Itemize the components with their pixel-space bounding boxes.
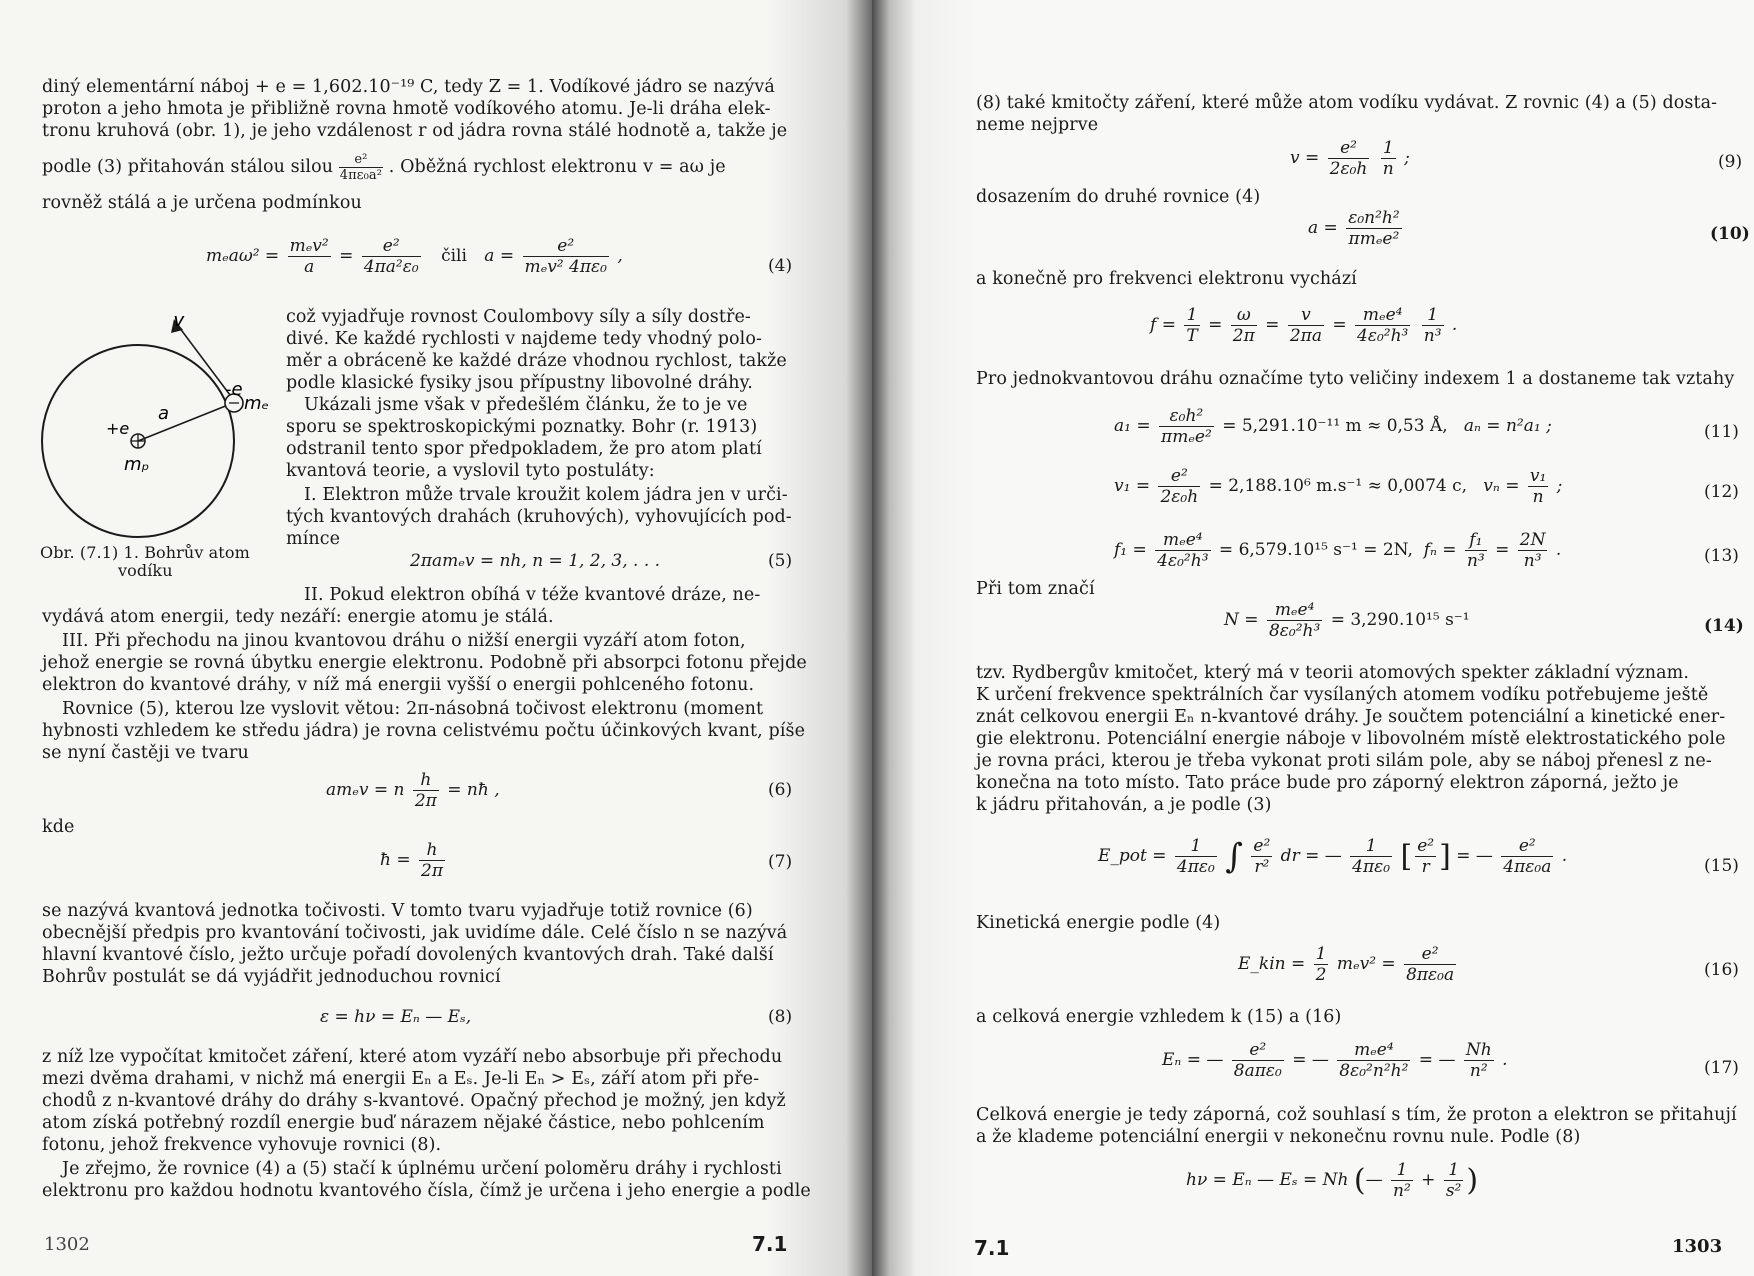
equation-13: f₁ = $\frac{\text{mₑe⁴}}{\text{4ε₀²h³}}$ = 6,579.10¹⁵ s⁻¹ = 2N, fₙ = $\frac{\text{f₁}}{\text{n³}}$ = $\frac{2N}{\text{n³}}$ . bbox=[1114, 530, 1562, 571]
electron-mass-label: mₑ bbox=[244, 393, 270, 414]
text-fragment: vₙ = bbox=[1483, 476, 1520, 496]
equation-5: 2πamₑv = nh, n = 1, 2, 3, . . . bbox=[410, 551, 661, 571]
text-line: fotonu, jehož frekvence vyhovuje rovnici (8). bbox=[42, 1135, 442, 1155]
text-fragment: fₙ = bbox=[1423, 540, 1457, 560]
text-fragment: hν = Eₙ — Eₛ = Nh bbox=[1186, 1170, 1349, 1190]
text-line: chodů z n-kvantové dráhy do dráhy s-kvantové. Opačný přechod je možný, jen když bbox=[42, 1091, 786, 1111]
text-line: kde bbox=[42, 817, 75, 837]
text-line: hybnosti vzhledem ke středu jádra) je rovna celistvému počtu účinkových kvant, píše bbox=[42, 721, 806, 741]
text-fragment: = 5,291.10⁻¹¹ m ≈ 0,53 Å, bbox=[1222, 416, 1448, 436]
text-fragment: = 2,188.10⁶ m.s⁻¹ ≈ 0,0074 c, bbox=[1208, 476, 1468, 496]
page-number: 1303 bbox=[1672, 1236, 1723, 1257]
text-line: Pro jednokvantovou dráhu označíme tyto veličiny indexem 1 a dostaneme tak vztahy bbox=[976, 369, 1735, 389]
text-line: atom získá potřebný rozdíl energie buď nárazem nějaké částice, nebo pohlcením bbox=[42, 1113, 765, 1133]
text-fragment: podle (3) přitahován stálou silou bbox=[42, 157, 334, 177]
text-line: hlavní kvantové číslo, ježto určuje pořadí dovolených kvantových drah. Také další bbox=[42, 945, 774, 965]
equation-11: a₁ = $\frac{\text{ε₀h²}}{\text{πmₑe²}}$ = 5,291.10⁻¹¹ m ≈ 0,53 Å, aₙ = n²a₁ ; bbox=[1114, 406, 1552, 447]
text-fragment: E_kin = bbox=[1238, 954, 1306, 974]
velocity-arrow bbox=[176, 323, 230, 395]
text-line: (8) také kmitočty záření, které může atom vodíku vydávat. Z rovnic (4) a (5) dosta- bbox=[976, 93, 1718, 113]
text-line: Celková energie je tedy záporná, což souhlasí s tím, že proton a elektron se přitahují bbox=[976, 1105, 1737, 1125]
text-line: tých kvantových drahách (kruhových), vyhovujících pod- bbox=[286, 507, 792, 527]
text-fragment: v = bbox=[1290, 148, 1320, 168]
equation-7: ħ = $\frac{h}{2\pi}$ bbox=[380, 840, 444, 881]
text-fragment: = 6,579.10¹⁵ s⁻¹ = 2N, bbox=[1218, 540, 1413, 560]
text-line: proton a jeho hmota je přibližně rovna hmotě vodíkového atomu. Je-li dráha elek- bbox=[42, 99, 771, 119]
equation-12: v₁ = $\frac{\text{e²}}{\text{2ε₀h}}$ = 2,188.10⁶ m.s⁻¹ ≈ 0,0074 c, vₙ = $\frac{\text{v₁}}{n}$ ; bbox=[1114, 466, 1563, 507]
equation-4: mₑaω² = $\frac{\text{mₑv²}}{a}$ = $\frac{\text{e²}}{\text{4πa²ε₀}}$ čili a = $\frac{\text{e²}}{\text{mₑv² 4πε₀}}$ , bbox=[206, 236, 623, 277]
equation-number: (10) bbox=[1710, 224, 1750, 244]
equation-number: (7) bbox=[768, 852, 793, 872]
figure-caption: vodíku bbox=[118, 561, 173, 580]
text-line: Bohrův postulát se dá vyjádřit jednoduchou rovnicí bbox=[42, 967, 501, 987]
nucleus-charge-label: +e bbox=[106, 419, 130, 438]
right-page bbox=[872, 0, 1754, 1276]
text-line: odstranil tento spor předpokladem, že pro atom platí bbox=[286, 439, 762, 459]
text-fragment: amₑv = n bbox=[326, 780, 405, 800]
equation-number: (9) bbox=[1718, 152, 1743, 172]
equation-frequency: f = $\frac{1}{T}$ = $\frac{\omega}{2\pi}$ = $\frac{v}{2\pi a}$ = $\frac{\text{mₑe⁴}}{\text{4ε₀²h³}}$ $\frac{1}{\text{n³}}$ . bbox=[1150, 305, 1458, 346]
text-line: dosazením do druhé rovnice (4) bbox=[976, 187, 1261, 207]
text-line: sporu se spektroskopickými poznatky. Bohr (r. 1913) bbox=[286, 417, 758, 437]
text-line: III. Při přechodu na jinou kvantovou dráhu o nižší energii vyzáří atom foton, bbox=[62, 631, 746, 651]
text-line bbox=[42, 152, 726, 183]
text-line: konečna na toto místo. Tato práce bude pro záporný elektron záporná, ježto je bbox=[976, 773, 1679, 793]
text-line: Ukázali jsme však v předešlém článku, že to je ve bbox=[304, 395, 748, 415]
text-fragment: . Oběžná rychlost elektronu v = aω je bbox=[388, 157, 726, 177]
text-line: Kinetická energie podle (4) bbox=[976, 913, 1221, 933]
left-page bbox=[0, 0, 872, 1276]
text-line: podle klasické fysiky jsou přípustny libovolné dráhy. bbox=[286, 373, 753, 393]
equation-9: v = $\frac{\text{e²}}{\text{2ε₀h}}$ $\frac{1}{n}$ ; bbox=[1290, 138, 1410, 179]
text-line: měr a obráceně ke každé dráze vhodnou rychlost, takže bbox=[286, 351, 787, 371]
text-line: tronu kruhová (obr. 1), je jeho vzdálenost r od jádra rovna stálé hodnotě a, takže je bbox=[42, 121, 788, 141]
text-fragment: f₁ = bbox=[1114, 540, 1147, 560]
bohr-atom-diagram bbox=[30, 316, 270, 546]
text-line: se nyní častěji ve tvaru bbox=[42, 743, 249, 763]
text-line: a konečně pro frekvenci elektronu vychází bbox=[976, 269, 1357, 289]
text-line: vydává atom energii, tedy nezáří: energie atomu je stálá. bbox=[42, 607, 554, 627]
text-fragment: v₁ = bbox=[1114, 476, 1151, 496]
text-line: rovněž stálá a je určena podmínkou bbox=[42, 193, 362, 213]
equation-number: (12) bbox=[1704, 482, 1739, 502]
section-number: 7.1 bbox=[974, 1236, 1010, 1260]
text-line: Při tom značí bbox=[976, 579, 1095, 599]
equation-number: (8) bbox=[768, 1007, 793, 1027]
text-line: neme nejprve bbox=[976, 115, 1099, 135]
text-line: Rovnice (5), kterou lze vyslovit větou: 2π-násobná točivost elektronu (moment bbox=[62, 699, 764, 719]
text-line: tzv. Rydbergův kmitočet, který má v teorii atomových spekter základní význam. bbox=[976, 663, 1690, 683]
equation-number: (15) bbox=[1704, 856, 1739, 876]
equation-number: (5) bbox=[768, 551, 793, 571]
velocity-label: v bbox=[173, 316, 185, 331]
text-line: mínce bbox=[286, 529, 341, 549]
text-line: II. Pokud elektron obíhá v téže kvantové dráze, ne- bbox=[304, 585, 761, 605]
equation-number: (6) bbox=[768, 780, 793, 800]
text-line: diný elementární náboj + e = 1,602.10⁻¹⁹ C, tedy Z = 1. Vodíkové jádro se nazývá bbox=[42, 77, 775, 97]
proton-mass-label: mₚ bbox=[124, 454, 150, 475]
equation-18: hν = Eₙ — Eₛ = Nh (— $\frac{1}{\text{n²}}$ + $\frac{1}{\text{s²}}$ ) bbox=[1186, 1160, 1479, 1201]
text-fragment: aₙ = n²a₁ ; bbox=[1463, 416, 1552, 436]
equation-17: Eₙ = — $\frac{\text{e²}}{\text{8aπε₀}}$ = — $\frac{\text{mₑe⁴}}{\text{8ε₀²n²h²}}$ = — $\frac{Nh}{\text{n²}}$ . bbox=[1162, 1040, 1508, 1081]
text-line: mezi dvěma drahami, v nichž má energii Eₙ a Eₛ. Je-li Eₙ > Eₛ, září atom při pře- bbox=[42, 1069, 760, 1089]
text-line: K určení frekvence spektrálních čar vysílaných atomem vodíku potřebujeme ještě bbox=[976, 685, 1709, 705]
equation-number: (14) bbox=[1704, 616, 1744, 636]
text-line: I. Elektron může trvale kroužit kolem jádra jen v urči- bbox=[304, 485, 788, 505]
text-line: a celková energie vzhledem k (15) a (16) bbox=[976, 1007, 1342, 1027]
equation-number: (11) bbox=[1704, 422, 1739, 442]
bohr-atom-figure bbox=[30, 316, 270, 550]
equation-15: E_pot = $\frac{1}{\text{4πε₀}}$ ∫ $\frac{\text{e²}}{\text{r²}}$ dr = — $\frac{1}{\text{4πε₀}}$ [ $\frac{\text{e²}}{r}$ ] = — $\frac{\text{e²}}{\text{4πε₀a}}$ . bbox=[1098, 836, 1568, 877]
equation-number: (4) bbox=[768, 256, 793, 276]
text-fragment: čili bbox=[441, 246, 467, 266]
text-line: a že klademe potenciální energii v nekonečnu rovnu nule. Podle (8) bbox=[976, 1127, 1581, 1147]
text-line: se nazývá kvantová jednotka točivosti. V tomto tvaru vyjadřuje totiž rovnice (6) bbox=[42, 901, 753, 921]
equation-10: a = $\frac{\text{ε₀n²h²}}{\text{πmₑe²}}$ bbox=[1308, 208, 1400, 249]
text-fragment: = 3,290.10¹⁵ s⁻¹ bbox=[1330, 610, 1470, 630]
text-fragment: N = bbox=[1224, 610, 1259, 630]
text-line: elektronu pro každou hodnotu kvantového čísla, čímž je určena i jeho energie a podle bbox=[42, 1181, 811, 1201]
text-line: je rovna práci, kterou je třeba vykonat proti silám pole, aby se náboj přenesl z ne- bbox=[976, 751, 1712, 771]
text-fragment: E_pot = bbox=[1098, 846, 1167, 866]
radius-label: a bbox=[158, 403, 170, 424]
equation-14: N = $\frac{\text{mₑe⁴}}{\text{8ε₀²h³}}$ = 3,290.10¹⁵ s⁻¹ bbox=[1224, 600, 1470, 641]
text-line: k jádru přitahován, a je podle (3) bbox=[976, 795, 1272, 815]
radius-line bbox=[138, 405, 228, 441]
figure-caption: Obr. (7.1) 1. Bohrův atom bbox=[40, 543, 250, 562]
text-fragment: a₁ = bbox=[1114, 416, 1151, 436]
text-line: obecnější předpis pro kvantování točivosti, jak uvidíme dále. Celé číslo n se nazývá bbox=[42, 923, 788, 943]
equation-8: ε = hν = Eₙ — Eₛ, bbox=[320, 1007, 472, 1027]
page-number: 1302 bbox=[44, 1234, 90, 1255]
text-fragment: a = bbox=[1308, 218, 1338, 238]
equation-6: amₑv = n $\frac{h}{2\pi}$ = nħ , bbox=[326, 770, 500, 811]
text-line: gie elektronu. Potenciální energie náboje v libovolném místě elektrostatického pole bbox=[976, 729, 1726, 749]
text-line: znát celkovou energii Eₙ n-kvantové dráhy. Je součtem potenciální a kinetické ener- bbox=[976, 707, 1726, 727]
text-fragment: ħ = bbox=[380, 850, 411, 870]
text-line: z níž lze vypočítat kmitočet záření, které atom vyzáří nebo absorbuje při přechodu bbox=[42, 1047, 783, 1067]
text-line: elektron do kvantové dráhy, v níž má energii vyšší o energii pohlceného fotonu. bbox=[42, 675, 755, 695]
text-line: divé. Ke každé rychlosti v najdeme tedy vhodný polo- bbox=[286, 329, 762, 349]
text-line: Je zřejmo, že rovnice (4) a (5) stačí k úplnému určení poloměru dráhy i rychlosti bbox=[62, 1159, 782, 1179]
text-fragment: f = bbox=[1150, 315, 1176, 335]
electron-charge-label: -e bbox=[225, 379, 243, 400]
equation-number: (13) bbox=[1704, 546, 1739, 566]
force-fraction: $\frac{\text{e²}}{\text{4πε₀a²}}$ bbox=[339, 152, 383, 183]
text-fragment: = nħ , bbox=[447, 780, 500, 800]
equation-number: (17) bbox=[1704, 1058, 1739, 1078]
text-line: kvantová teorie, a vyslovil tyto postuláty: bbox=[286, 461, 655, 481]
text-line: což vyjadřuje rovnost Coulombovy síly a síly dostře- bbox=[286, 307, 751, 327]
section-number: 7.1 bbox=[752, 1232, 788, 1256]
text-fragment: Eₙ = — bbox=[1162, 1050, 1224, 1070]
equation-16: E_kin = $\frac{1}{2}$ mₑv² = $\frac{\text{e²}}{\text{8πε₀a}}$ bbox=[1238, 944, 1455, 985]
equation-number: (16) bbox=[1704, 960, 1739, 980]
text-line: jehož energie se rovná úbytku energie elektronu. Podobně při absorpci fotonu přejde bbox=[42, 653, 807, 673]
